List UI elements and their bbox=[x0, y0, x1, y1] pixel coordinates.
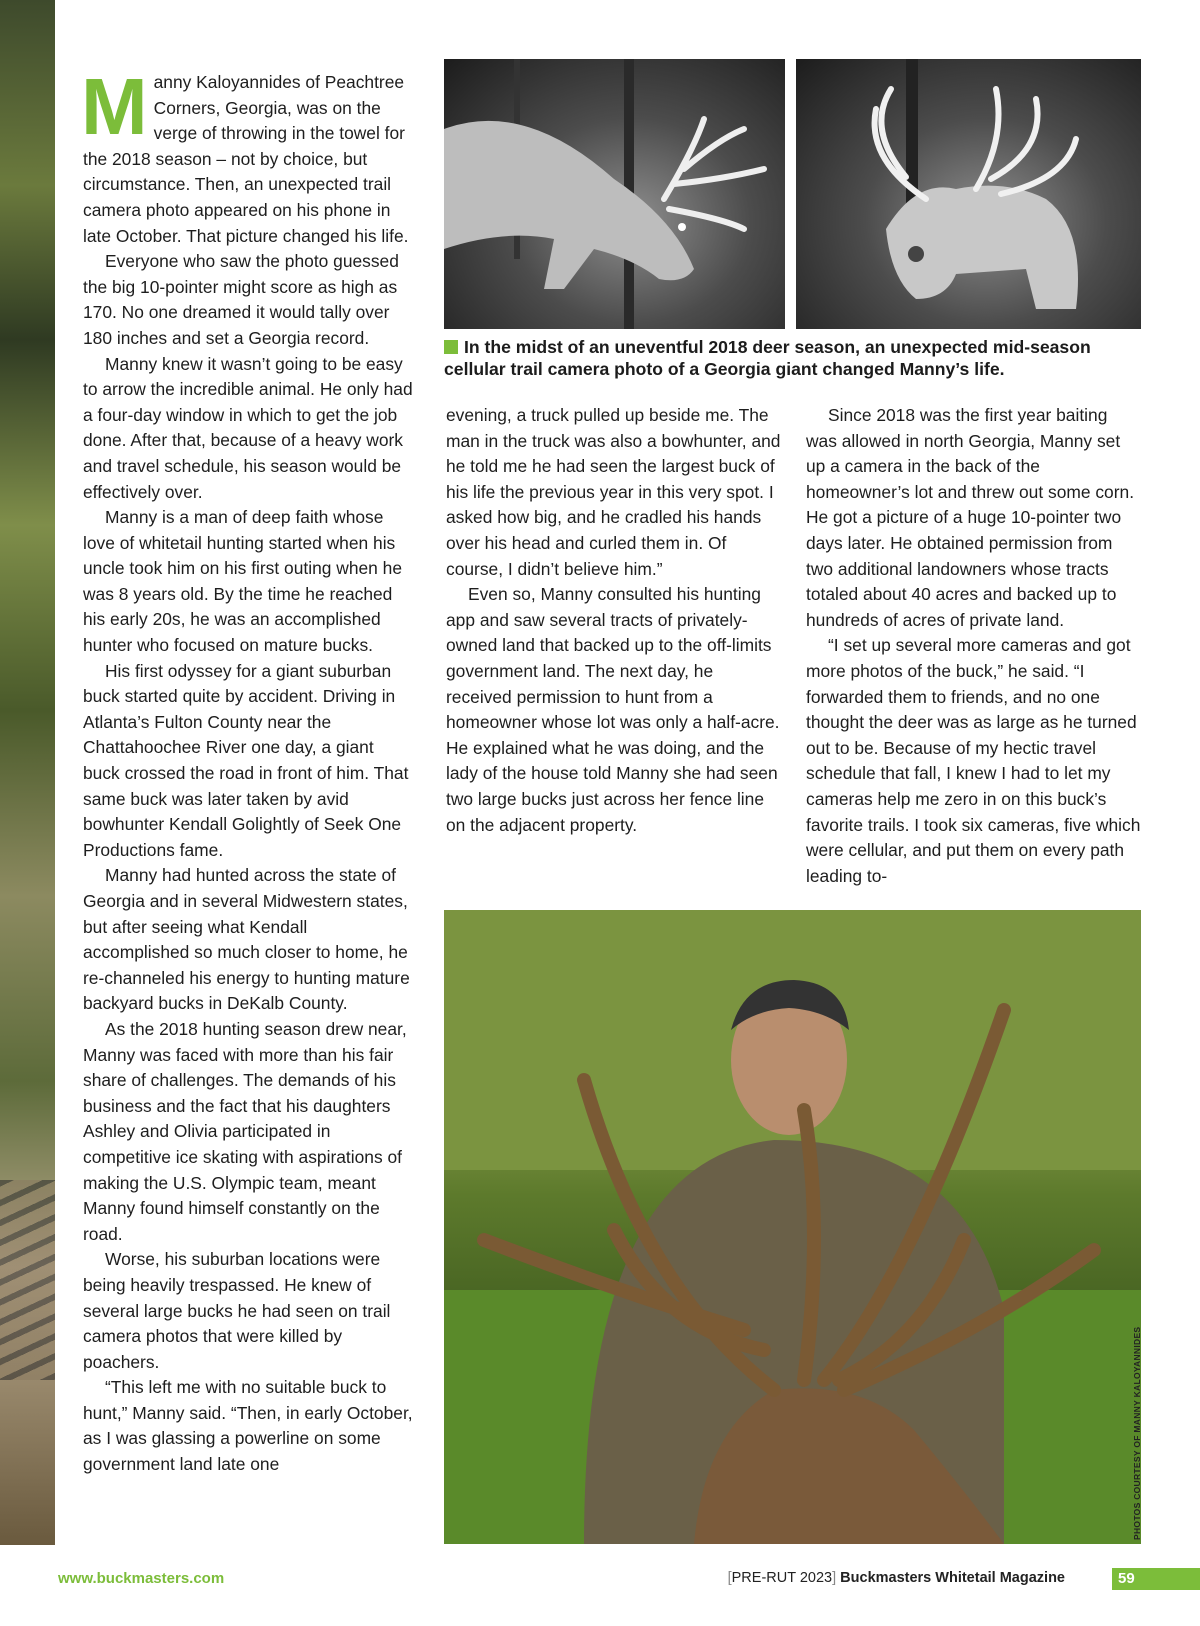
issue-name: PRE-RUT 2023 bbox=[731, 1570, 833, 1586]
issue-bracket: ] bbox=[832, 1570, 837, 1586]
trail-camera-photo-left bbox=[444, 59, 785, 329]
trail-camera-photo-right bbox=[796, 59, 1141, 329]
article-paragraph: Manny had hunted across the state of Georgia and in several Midwestern states, but after seeing what Kendall accomplished so much closer to home, he re-channeled his energy to hunting mature backyard bucks in DeKalb County. bbox=[83, 865, 410, 1014]
photo-credit: PHOTOS COURTESY OF MANNY KALOYANNIDES bbox=[1132, 1326, 1142, 1540]
page-number: 59 bbox=[1118, 1570, 1135, 1587]
article-column-1 bbox=[81, 62, 413, 1478]
article-paragraph: Manny is a man of deep faith whose love of whitetail hunting started when his uncle took him on his first outing when he was 8 years old. By the time he reached his early 20s, he was an accomplished hunter who focused on mature bucks. bbox=[83, 507, 403, 656]
photo-caption bbox=[444, 336, 1144, 380]
magazine-title: Buckmasters Whitetail Magazine bbox=[840, 1570, 1065, 1586]
hunter-with-buck-photo bbox=[444, 910, 1141, 1544]
article-column-3 bbox=[806, 403, 1141, 889]
buck-silhouette-right bbox=[796, 59, 1141, 329]
article-paragraph: Everyone who saw the photo guessed the big 10-pointer might score as high as 170. No one dreamed it would tally over 180 inches and set a Georgia record. bbox=[83, 251, 399, 348]
website-link[interactable]: www.buckmasters.com bbox=[58, 1570, 225, 1587]
caption-bullet bbox=[444, 340, 458, 354]
article-paragraph: “This left me with no suitable buck to hunt,” Manny said. “Then, in early October, as I was glassing a powerline on some government land late one bbox=[83, 1377, 413, 1475]
article-paragraph bbox=[81, 62, 413, 249]
issue-bracket: [ bbox=[727, 1570, 732, 1586]
article-paragraph: “I set up several more cameras and got more photos of the buck,” he said. “I forwarded them to friends, and no one thought the deer was as large as he turned out to be. Because of my hectic travel schedule that fall, I knew I had to let my cameras help me zero in on this buck’s favorite trails. I took six cameras, five which were cellular, and put them on every path leading to- bbox=[806, 635, 1141, 886]
article-column-2 bbox=[446, 403, 781, 838]
issue-line bbox=[728, 1570, 1065, 1586]
article-paragraph: Manny knew it wasn’t going to be easy to arrow the incredible animal. He only had a four-day window in which to get the job done. After that, because of a heavy work and travel schedule, his season would be effectively over. bbox=[83, 353, 413, 502]
article-paragraph: As the 2018 hunting season drew near, Manny was faced with more than his fair share of challenges. The demands of his business and the fact that his daughters Ashley and Olivia participated in competitive ice skating with aspirations of making the U.S. Olympic team, meant Manny found himself constantly on the road. bbox=[83, 1018, 407, 1244]
hunter-buck-illustration bbox=[444, 910, 1141, 1544]
article-paragraph: Since 2018 was the first year baiting was allowed in north Georgia, Manny set up a camera in the back of the homeowner’s lot and threw out some corn. He got a picture of a huge 10-pointer two days later. He obtained permission from two additional landowners whose tracts totaled about 40 acres and backed up to hundreds of acres of private land. bbox=[806, 405, 1135, 630]
page-number-bar bbox=[1112, 1568, 1200, 1590]
article-paragraph: His first odyssey for a giant suburban buck started quite by accident. Driving in Atlanta’s Fulton County near the Chattahoochee River one day, a giant buck crossed the road in front of him. That same buck was later taken by avid bowhunter Kendall Golightly of Seek One Productions fame. bbox=[83, 660, 409, 860]
paragraph-text: anny Kaloyannides of Peachtree Corners, Georgia, was on the verge of throwing in the towel for the 2018 season – not by choice, but circumstance. Then, an unexpected trail camera photo appeared on his phone in late October. That picture changed his life. bbox=[83, 72, 409, 246]
left-photo-strip bbox=[0, 0, 55, 1545]
page-footer bbox=[0, 1568, 1200, 1598]
caption-text: In the midst of an uneventful 2018 deer season, an unexpected mid-season cellular trail camera photo of a Georgia giant changed Manny’s life. bbox=[444, 337, 1091, 379]
article-paragraph: Worse, his suburban locations were being heavily trespassed. He knew of several large bucks he had seen on trail camera photos that were killed by poachers. bbox=[83, 1249, 391, 1372]
article-paragraph: evening, a truck pulled up beside me. The man in the truck was also a bowhunter, and he told me he had seen the largest buck of his life the previous year in this very spot. I asked how big, and he cradled his hands over his head and curled them in. Of course, I didn’t believe him.” bbox=[446, 405, 781, 579]
article-paragraph: Even so, Manny consulted his hunting app and saw several tracts of privately-owned land that backed up to the off-limits government land. The next day, he received permission to hunt from a homeowner whose lot was only a half-acre. He explained what he was doing, and the lady of the house told Manny she had seen two large bucks just across her fence line on the adjacent property. bbox=[446, 584, 780, 835]
drop-cap: M bbox=[81, 62, 148, 151]
buck-silhouette-left bbox=[444, 59, 785, 329]
